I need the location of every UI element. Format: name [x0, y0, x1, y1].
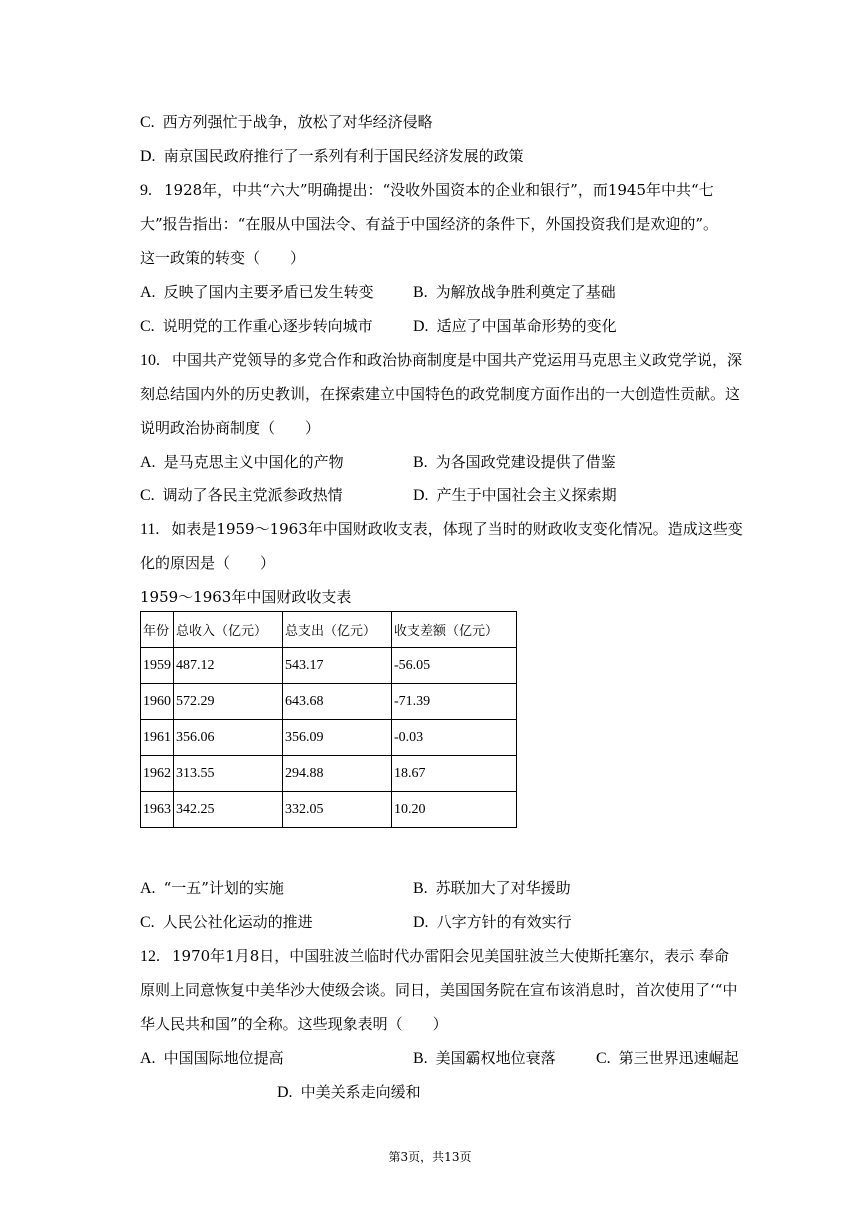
table-cell: 543.17 [283, 648, 392, 684]
table-row [141, 720, 517, 756]
option-letter: A. [140, 284, 156, 301]
table-cell: 1963 [141, 792, 174, 828]
table-row [141, 792, 517, 828]
option-letter: D. [413, 487, 429, 504]
option-text: 南京国民政府推行了一系列有利于国民经济发展的政策 [163, 147, 524, 165]
table-row [141, 684, 517, 720]
table-cell: 1961 [141, 720, 174, 756]
q9-option-d [413, 316, 617, 337]
q12-option-d [277, 1082, 421, 1103]
option-text: 中国国际地位提高 [163, 1049, 284, 1067]
table-cell: 313.55 [174, 756, 283, 792]
option-letter: A. [140, 880, 156, 897]
table-cell: -56.05 [392, 648, 517, 684]
q9-stem-line3: 这一政策的转变（ ） [140, 249, 306, 267]
option-text: 调动了各民主党派参政热情 [162, 486, 343, 504]
table-header-cell: 年份 [141, 612, 174, 648]
option-text: 第三世界迅速崛起 [618, 1049, 739, 1067]
q11-stem-line1 [140, 519, 760, 540]
option-text: 为解放战争胜利奠定了基础 [435, 283, 616, 301]
table-cell: 18.67 [392, 756, 517, 792]
table-cell: 487.12 [174, 648, 283, 684]
option-letter: D. [413, 914, 429, 931]
table-cell: 332.05 [283, 792, 392, 828]
table-cell: 294.88 [283, 756, 392, 792]
q10-stem-line2: 刻总结国内外的历史教训，在探索建立中国特色的政党制度方面作出的一大创造性贡献。这 [140, 385, 741, 403]
table-cell: -71.39 [392, 684, 517, 720]
q11-option-d [413, 912, 572, 933]
option-letter: D. [140, 148, 156, 165]
question-text: 1970年1月8日，中国驻波兰临时代办雷阳会见美国驻波兰大使斯托塞尔，表示 奉命 [172, 947, 730, 965]
option-letter: B. [413, 1050, 428, 1067]
table-cell: -0.03 [392, 720, 517, 756]
q8-option-d [140, 146, 524, 167]
table-header-cell: 收支差额（亿元） [392, 612, 517, 648]
table-cell: 1962 [141, 756, 174, 792]
option-letter: A. [140, 1050, 156, 1067]
option-text: 为各国政党建设提供了借鉴 [435, 453, 616, 471]
option-letter: C. [596, 1050, 611, 1067]
option-text: 人民公社化运动的推进 [162, 913, 313, 931]
table-cell: 342.25 [174, 792, 283, 828]
option-text: 美国霸权地位衰落 [435, 1049, 556, 1067]
q10-option-c [140, 485, 343, 506]
table-cell: 356.09 [283, 720, 392, 756]
question-number: 9. [140, 182, 152, 199]
table-cell: 1959 [141, 648, 174, 684]
question-text: 1928年，中共“六大”明确提出：“没收外国资本的企业和银行”，而1945年中共“七 [164, 181, 714, 199]
table-header-row [141, 612, 517, 648]
q9-option-a [140, 282, 374, 303]
question-number: 11. [140, 521, 160, 538]
q8-option-c [140, 112, 433, 133]
table-header-cell: 总支出（亿元） [283, 612, 392, 648]
option-letter: C. [140, 114, 155, 131]
table-cell: 572.29 [174, 684, 283, 720]
q10-stem-line1 [140, 350, 760, 371]
question-text: 如表是1959～1963年中国财政收支表，体现了当时的财政收支变化情况。造成这些变 [171, 520, 743, 538]
q12-option-c [596, 1048, 739, 1069]
q9-stem-line1 [140, 180, 760, 201]
table-row [141, 648, 517, 684]
table-cell: 10.20 [392, 792, 517, 828]
page-footer: 第3页，共13页 [388, 1150, 472, 1164]
question-number: 10. [140, 352, 160, 369]
option-letter: B. [413, 880, 428, 897]
question-text: 中国共产党领导的多党合作和政治协商制度是中国共产党运用马克思主义政党学说，深 [172, 351, 743, 369]
option-text: 中美关系走向缓和 [300, 1083, 421, 1101]
option-text: “一五”计划的实施 [163, 879, 284, 897]
q9-option-c [140, 316, 373, 337]
q10-option-a [140, 452, 344, 473]
option-letter: B. [413, 284, 428, 301]
option-text: 西方列强忙于战争，放松了对华经济侵略 [162, 113, 433, 131]
table-cell: 1960 [141, 684, 174, 720]
table-cell: 356.06 [174, 720, 283, 756]
option-text: 八字方针的有效实行 [436, 913, 572, 931]
question-number: 12. [140, 948, 160, 965]
option-letter: D. [277, 1084, 293, 1101]
q11-option-c [140, 912, 313, 933]
q11-stem-line2: 化的原因是（ ） [140, 554, 276, 572]
q10-option-b [413, 452, 616, 473]
table-cell: 643.68 [283, 684, 392, 720]
q12-stem-line2: 原则上同意恢复中美华沙大使级会谈。同日，美国国务院在宣布该消息时，首次使用了‘“中 [140, 981, 738, 999]
q11-option-a [140, 878, 284, 899]
q9-stem-line2: 大”报告指出：“在服从中国法令、有益于中国经济的条件下，外国投资我们是欢迎的”。 [140, 215, 719, 233]
table-title: 1959～1963年中国财政收支表 [140, 588, 352, 606]
option-letter: C. [140, 487, 155, 504]
q10-option-d [413, 485, 617, 506]
option-letter: C. [140, 318, 155, 335]
table-header-cell: 总收入（亿元） [174, 612, 283, 648]
q10-stem-line3: 说明政治协商制度（ ） [140, 419, 321, 437]
q12-option-a [140, 1048, 284, 1069]
q12-option-b [413, 1048, 556, 1069]
q12-stem-line1 [140, 946, 760, 967]
option-text: 说明党的工作重心逐步转向城市 [162, 317, 373, 335]
q11-option-b [413, 878, 571, 899]
option-text: 适应了中国革命形势的变化 [436, 317, 617, 335]
q9-option-b [413, 282, 616, 303]
option-letter: A. [140, 454, 156, 471]
table-row [141, 756, 517, 792]
option-letter: C. [140, 914, 155, 931]
option-text: 反映了国内主要矛盾已发生转变 [163, 283, 374, 301]
option-text: 产生于中国社会主义探索期 [436, 486, 617, 504]
option-text: 是马克思主义中国化的产物 [163, 453, 344, 471]
option-letter: D. [413, 318, 429, 335]
q12-stem-line3: 华人民共和国”的全称。这些现象表明（ ） [140, 1015, 448, 1033]
option-letter: B. [413, 454, 428, 471]
option-text: 苏联加大了对华援助 [435, 879, 571, 897]
finance-table [140, 611, 517, 828]
